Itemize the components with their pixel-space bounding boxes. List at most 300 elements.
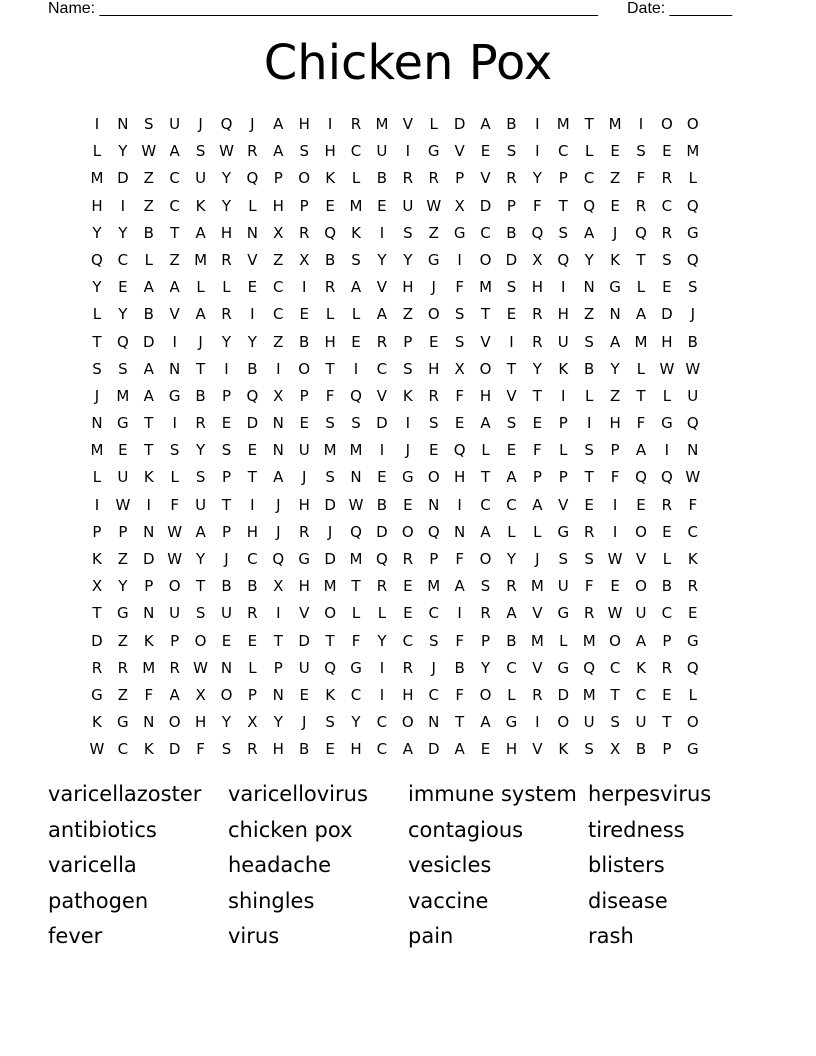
grid-letter[interactable]: A [273, 468, 284, 487]
grid-letter[interactable]: R [402, 550, 414, 568]
grid-letter[interactable]: A [169, 142, 180, 161]
grid-letter[interactable]: A [273, 115, 284, 133]
grid-letter[interactable]: M [634, 332, 648, 351]
grid-letter[interactable]: L [92, 468, 102, 487]
grid-letter[interactable]: N [272, 414, 284, 433]
grid-letter[interactable]: Y [118, 142, 128, 161]
grid-letter[interactable]: I [561, 386, 566, 405]
grid-letter[interactable]: D [557, 685, 570, 704]
grid-letter[interactable]: O [298, 359, 311, 378]
grid-letter[interactable]: W [167, 522, 183, 541]
grid-letter[interactable]: O [324, 604, 337, 623]
grid-letter[interactable]: R [169, 658, 180, 677]
grid-letter[interactable]: U [298, 658, 310, 677]
grid-letter[interactable]: V [247, 250, 258, 269]
grid-letter[interactable]: H [531, 278, 543, 297]
grid-letter[interactable]: Q [531, 223, 544, 242]
grid-letter[interactable]: K [610, 250, 620, 269]
grid-letter[interactable]: S [195, 142, 206, 161]
grid-letter[interactable]: Q [686, 250, 699, 269]
grid-letter[interactable]: L [248, 658, 257, 677]
grid-letter[interactable]: S [454, 305, 465, 324]
grid-letter[interactable]: I [379, 658, 385, 677]
grid-letter[interactable]: E [118, 441, 128, 460]
grid-letter[interactable]: K [92, 713, 102, 732]
grid-letter[interactable]: R [532, 305, 543, 324]
grid-letter[interactable]: Y [221, 196, 232, 215]
grid-letter[interactable]: N [91, 414, 103, 433]
grid-letter[interactable]: V [532, 604, 543, 623]
grid-letter[interactable]: F [688, 495, 698, 514]
grid-letter[interactable]: A [532, 495, 543, 514]
grid-letter[interactable]: J [224, 550, 229, 568]
grid-letter[interactable]: R [247, 604, 258, 623]
grid-letter[interactable]: Z [584, 305, 595, 324]
grid-letter[interactable]: D [298, 631, 310, 650]
grid-letter[interactable]: Y [221, 713, 232, 732]
grid-letter[interactable]: G [686, 223, 699, 242]
grid-letter[interactable]: Q [557, 250, 570, 269]
grid-letter[interactable]: Q [246, 169, 259, 188]
grid-letter[interactable]: U [117, 468, 129, 487]
grid-letter[interactable]: I [379, 441, 385, 460]
grid-letter[interactable]: O [557, 713, 570, 732]
grid-letter[interactable]: V [376, 386, 388, 405]
grid-letter[interactable]: B [661, 577, 673, 596]
grid-letter[interactable]: G [402, 468, 414, 487]
grid-letter[interactable]: S [144, 115, 154, 133]
grid-letter[interactable]: P [144, 577, 154, 596]
grid-letter[interactable]: L [559, 441, 568, 460]
grid-letter[interactable]: U [195, 169, 207, 188]
grid-letter[interactable]: N [687, 441, 699, 460]
grid-letter[interactable]: H [557, 305, 569, 324]
grid-letter[interactable]: K [687, 550, 698, 568]
grid-letter[interactable]: I [250, 305, 255, 324]
grid-letter[interactable]: D [324, 550, 336, 568]
grid-letter[interactable]: N [272, 441, 284, 460]
grid-letter[interactable]: X [609, 740, 621, 759]
grid-letter[interactable]: R [195, 414, 206, 433]
grid-letter[interactable]: W [115, 495, 131, 514]
grid-letter[interactable]: W [607, 550, 623, 568]
grid-letter[interactable]: C [428, 604, 439, 623]
grid-letter[interactable]: P [610, 441, 620, 460]
grid-letter[interactable]: Y [118, 577, 128, 596]
grid-letter[interactable]: W [219, 142, 234, 161]
grid-letter[interactable]: T [584, 468, 594, 487]
grid-letter[interactable]: C [506, 658, 517, 677]
grid-letter[interactable]: B [299, 740, 310, 759]
grid-letter[interactable]: A [273, 142, 284, 161]
grid-letter[interactable]: T [480, 468, 491, 487]
grid-letter[interactable]: D [376, 522, 388, 541]
grid-letter[interactable]: R [247, 142, 258, 161]
grid-letter[interactable]: E [325, 196, 335, 215]
grid-letter[interactable]: A [195, 223, 206, 242]
grid-letter[interactable]: X [91, 577, 103, 596]
grid-letter[interactable]: Q [116, 332, 129, 351]
grid-letter[interactable]: G [168, 386, 181, 405]
grid-letter[interactable]: E [403, 495, 413, 514]
grid-letter[interactable]: I [664, 441, 670, 460]
grid-letter[interactable]: L [351, 169, 361, 188]
grid-letter[interactable]: S [584, 332, 594, 351]
grid-letter[interactable]: E [480, 142, 491, 161]
grid-letter[interactable]: O [220, 685, 233, 704]
grid-letter[interactable]: S [299, 142, 309, 161]
grid-letter[interactable]: P [403, 332, 413, 351]
grid-letter[interactable]: N [169, 359, 181, 378]
grid-letter[interactable]: I [276, 604, 281, 623]
grid-letter[interactable]: M [90, 441, 104, 460]
grid-letter[interactable]: E [506, 305, 517, 324]
grid-letter[interactable]: C [247, 550, 258, 568]
grid-letter[interactable]: B [506, 223, 517, 242]
grid-letter[interactable]: S [403, 359, 413, 378]
grid-letter[interactable]: J [250, 115, 255, 133]
grid-letter[interactable]: B [247, 359, 258, 378]
grid-letter[interactable]: T [584, 115, 594, 133]
grid-letter[interactable]: R [583, 522, 595, 541]
grid-letter[interactable]: R [480, 604, 491, 623]
grid-letter[interactable]: Y [247, 332, 257, 351]
grid-letter[interactable]: L [636, 278, 646, 297]
grid-letter[interactable]: J [198, 332, 203, 351]
grid-letter[interactable]: C [635, 685, 647, 704]
grid-letter[interactable]: T [610, 685, 620, 704]
grid-letter[interactable]: V [454, 142, 465, 161]
grid-letter[interactable]: A [169, 278, 180, 297]
grid-letter[interactable]: M [323, 577, 337, 596]
grid-letter[interactable]: T [558, 196, 568, 215]
grid-letter[interactable]: T [480, 305, 491, 324]
grid-letter[interactable]: E [118, 278, 128, 297]
grid-letter[interactable]: X [299, 250, 310, 269]
grid-letter[interactable]: P [118, 522, 128, 541]
grid-letter[interactable]: C [428, 685, 439, 704]
grid-letter[interactable]: J [276, 495, 281, 514]
grid-letter[interactable]: A [506, 604, 517, 623]
grid-letter[interactable]: J [431, 658, 436, 677]
grid-letter[interactable]: Q [272, 550, 285, 568]
grid-letter[interactable]: K [325, 169, 336, 188]
grid-letter[interactable]: T [195, 577, 206, 596]
grid-letter[interactable]: R [687, 577, 699, 596]
grid-letter[interactable]: E [247, 631, 258, 650]
grid-letter[interactable]: F [351, 631, 361, 650]
grid-letter[interactable]: E [428, 332, 439, 351]
grid-letter[interactable]: N [350, 468, 362, 487]
grid-letter[interactable]: I [379, 223, 385, 242]
grid-letter[interactable]: R [428, 386, 439, 405]
grid-letter[interactable]: S [325, 713, 335, 732]
grid-letter[interactable]: Z [273, 332, 284, 351]
grid-letter[interactable]: K [143, 468, 154, 487]
grid-letter[interactable]: O [479, 685, 492, 704]
grid-letter[interactable]: H [246, 522, 259, 541]
grid-letter[interactable]: M [349, 196, 363, 215]
grid-letter[interactable]: V [299, 604, 310, 623]
grid-letter[interactable]: X [273, 577, 284, 596]
grid-letter[interactable]: H [402, 278, 414, 297]
grid-letter[interactable]: A [609, 332, 621, 351]
grid-letter[interactable]: R [350, 115, 362, 133]
grid-letter[interactable]: G [557, 604, 570, 623]
grid-letter[interactable]: O [635, 577, 647, 596]
grid-letter[interactable]: I [638, 115, 644, 133]
grid-letter[interactable]: S [558, 223, 569, 242]
grid-letter[interactable]: E [662, 522, 672, 541]
grid-letter[interactable]: I [250, 495, 255, 514]
grid-letter[interactable]: L [584, 142, 594, 161]
grid-letter[interactable]: Q [220, 115, 233, 133]
grid-letter[interactable]: S [351, 250, 361, 269]
grid-letter[interactable]: W [348, 495, 364, 514]
grid-letter[interactable]: A [195, 305, 206, 324]
grid-letter[interactable]: R [91, 658, 103, 677]
grid-letter[interactable]: Z [273, 250, 284, 269]
grid-letter[interactable]: I [457, 495, 462, 514]
grid-letter[interactable]: I [457, 604, 462, 623]
grid-letter[interactable]: Y [584, 250, 594, 269]
grid-letter[interactable]: P [481, 631, 491, 650]
grid-letter[interactable]: H [220, 223, 233, 242]
grid-letter[interactable]: G [453, 223, 466, 242]
grid-letter[interactable]: K [636, 658, 646, 677]
grid-letter[interactable]: B [143, 305, 154, 324]
grid-letter[interactable]: U [376, 142, 388, 161]
grid-letter[interactable]: C [350, 685, 362, 704]
grid-letter[interactable]: E [221, 414, 232, 433]
grid-letter[interactable]: C [480, 223, 491, 242]
grid-letter[interactable]: M [323, 441, 337, 460]
grid-letter[interactable]: Y [610, 359, 620, 378]
grid-letter[interactable]: C [687, 522, 699, 541]
grid-letter[interactable]: F [533, 196, 542, 215]
grid-letter[interactable]: D [168, 740, 181, 759]
grid-letter[interactable]: Q [635, 223, 647, 242]
grid-letter[interactable]: Y [532, 169, 542, 188]
grid-letter[interactable]: H [609, 414, 621, 433]
grid-letter[interactable]: E [662, 278, 672, 297]
grid-letter[interactable]: I [224, 359, 229, 378]
grid-letter[interactable]: R [661, 223, 673, 242]
grid-letter[interactable]: B [687, 332, 698, 351]
grid-letter[interactable]: F [455, 631, 464, 650]
grid-letter[interactable]: S [403, 223, 413, 242]
grid-letter[interactable]: H [454, 468, 466, 487]
grid-letter[interactable]: N [454, 522, 466, 541]
grid-letter[interactable]: J [301, 468, 307, 487]
grid-letter[interactable]: R [376, 332, 388, 351]
grid-letter[interactable]: P [558, 468, 568, 487]
grid-letter[interactable]: S [169, 441, 180, 460]
grid-letter[interactable]: G [117, 713, 129, 732]
grid-letter[interactable]: T [144, 441, 154, 460]
grid-letter[interactable]: N [220, 658, 233, 677]
grid-letter[interactable]: S [506, 142, 517, 161]
grid-letter[interactable]: C [273, 278, 284, 297]
grid-letter[interactable]: I [561, 278, 566, 297]
grid-letter[interactable]: Y [351, 713, 361, 732]
grid-letter[interactable]: U [635, 713, 647, 732]
grid-letter[interactable]: Q [583, 196, 596, 215]
grid-letter[interactable]: E [506, 441, 517, 460]
grid-letter[interactable]: I [146, 495, 151, 514]
grid-letter[interactable]: G [350, 658, 362, 677]
grid-letter[interactable]: E [351, 332, 361, 351]
grid-letter[interactable]: S [92, 359, 102, 378]
grid-letter[interactable]: V [558, 495, 569, 514]
grid-letter[interactable]: Q [686, 414, 699, 433]
grid-letter[interactable]: I [172, 414, 177, 433]
grid-letter[interactable]: U [635, 604, 647, 623]
grid-letter[interactable]: H [298, 115, 310, 133]
grid-letter[interactable]: Y [221, 332, 232, 351]
grid-letter[interactable]: T [144, 414, 154, 433]
grid-letter[interactable]: R [324, 278, 336, 297]
grid-letter[interactable]: T [351, 577, 361, 596]
grid-letter[interactable]: G [117, 414, 129, 433]
grid-letter[interactable]: S [428, 414, 439, 433]
grid-letter[interactable]: L [688, 169, 697, 188]
grid-letter[interactable]: Y [92, 223, 102, 242]
grid-letter[interactable]: F [636, 169, 646, 188]
grid-letter[interactable]: C [609, 658, 621, 677]
grid-letter[interactable]: N [428, 495, 440, 514]
grid-letter[interactable]: G [557, 522, 570, 541]
grid-letter[interactable]: O [401, 522, 414, 541]
grid-letter[interactable]: J [535, 550, 540, 568]
grid-letter[interactable]: V [506, 386, 517, 405]
grid-letter[interactable]: I [535, 142, 540, 161]
grid-letter[interactable]: Q [376, 550, 388, 568]
grid-letter[interactable]: P [221, 522, 231, 541]
grid-letter[interactable]: L [92, 142, 102, 161]
grid-letter[interactable]: Q [453, 441, 466, 460]
grid-letter[interactable]: E [610, 577, 620, 596]
grid-letter[interactable]: J [276, 522, 281, 541]
grid-letter[interactable]: H [428, 359, 440, 378]
grid-letter[interactable]: O [609, 631, 621, 650]
grid-letter[interactable]: L [325, 305, 335, 324]
grid-letter[interactable]: U [195, 495, 207, 514]
grid-letter[interactable]: B [143, 223, 154, 242]
grid-letter[interactable]: P [221, 468, 231, 487]
grid-letter[interactable]: Z [609, 169, 621, 188]
grid-letter[interactable]: E [299, 685, 309, 704]
grid-letter[interactable]: F [144, 685, 154, 704]
grid-letter[interactable]: H [272, 740, 284, 759]
grid-letter[interactable]: R [247, 740, 258, 759]
grid-letter[interactable]: M [582, 631, 596, 650]
grid-letter[interactable]: A [584, 223, 595, 242]
grid-letter[interactable]: E [480, 740, 491, 759]
grid-letter[interactable]: G [427, 142, 440, 161]
grid-letter[interactable]: T [325, 631, 335, 650]
grid-letter[interactable]: I [301, 278, 307, 297]
grid-letter[interactable]: U [557, 577, 569, 596]
grid-letter[interactable]: U [169, 115, 181, 133]
grid-letter[interactable]: Q [324, 658, 337, 677]
grid-letter[interactable]: I [612, 522, 618, 541]
grid-letter[interactable]: L [196, 278, 205, 297]
grid-letter[interactable]: I [120, 196, 126, 215]
grid-letter[interactable]: L [170, 468, 179, 487]
grid-letter[interactable]: L [144, 250, 153, 269]
grid-letter[interactable]: F [636, 414, 646, 433]
date-field[interactable]: Date: _______ [627, 0, 732, 17]
grid-letter[interactable]: Z [143, 169, 154, 188]
grid-letter[interactable]: S [195, 468, 206, 487]
grid-letter[interactable]: G [427, 250, 440, 269]
grid-letter[interactable]: H [324, 142, 336, 161]
grid-letter[interactable]: K [143, 740, 154, 759]
grid-letter[interactable]: U [298, 441, 310, 460]
grid-letter[interactable]: E [221, 631, 232, 650]
grid-letter[interactable]: M [116, 386, 130, 405]
grid-letter[interactable]: T [273, 631, 283, 650]
grid-letter[interactable]: O [479, 250, 492, 269]
grid-letter[interactable]: T [636, 250, 646, 269]
grid-letter[interactable]: D [376, 414, 388, 433]
grid-letter[interactable]: S [221, 740, 232, 759]
grid-letter[interactable]: E [403, 577, 413, 596]
grid-letter[interactable]: Y [221, 169, 232, 188]
grid-letter[interactable]: Q [324, 223, 337, 242]
grid-letter[interactable]: F [584, 577, 594, 596]
grid-letter[interactable]: O [427, 305, 440, 324]
grid-letter[interactable]: A [480, 522, 491, 541]
grid-letter[interactable]: Y [273, 713, 283, 732]
grid-letter[interactable]: O [479, 550, 492, 568]
grid-letter[interactable]: Y [118, 305, 128, 324]
grid-letter[interactable]: H [505, 740, 518, 759]
grid-letter[interactable]: S [688, 278, 698, 297]
grid-letter[interactable]: H [661, 332, 673, 351]
grid-letter[interactable]: R [402, 169, 414, 188]
grid-letter[interactable]: E [610, 196, 620, 215]
grid-letter[interactable]: D [142, 332, 155, 351]
grid-letter[interactable]: C [402, 631, 414, 650]
grid-letter[interactable]: C [480, 495, 491, 514]
grid-letter[interactable]: R [221, 305, 232, 324]
grid-letter[interactable]: K [402, 386, 413, 405]
grid-letter[interactable]: X [195, 685, 206, 704]
grid-letter[interactable]: O [427, 468, 440, 487]
grid-letter[interactable]: S [584, 740, 594, 759]
grid-letter[interactable]: K [558, 740, 569, 759]
grid-letter[interactable]: T [92, 332, 102, 351]
grid-letter[interactable]: J [612, 223, 618, 242]
grid-letter[interactable]: M [530, 631, 544, 650]
grid-letter[interactable]: W [426, 196, 442, 215]
grid-letter[interactable]: A [506, 468, 517, 487]
grid-letter[interactable]: U [583, 713, 595, 732]
grid-letter[interactable]: C [558, 142, 569, 161]
grid-letter[interactable]: M [349, 441, 363, 460]
grid-letter[interactable]: I [276, 359, 281, 378]
grid-letter[interactable]: X [532, 250, 543, 269]
grid-letter[interactable]: Y [403, 250, 413, 269]
grid-letter[interactable]: J [690, 305, 696, 324]
grid-letter[interactable]: F [455, 685, 464, 704]
grid-letter[interactable]: J [405, 441, 411, 460]
grid-letter[interactable]: L [351, 604, 361, 623]
grid-letter[interactable]: C [583, 169, 595, 188]
grid-letter[interactable]: U [220, 604, 232, 623]
